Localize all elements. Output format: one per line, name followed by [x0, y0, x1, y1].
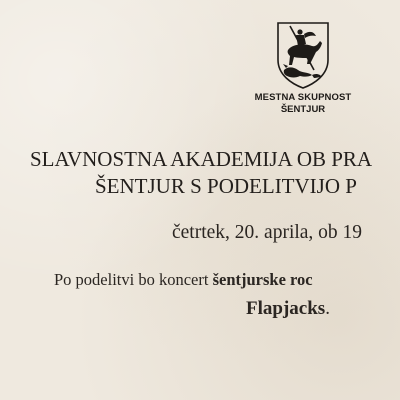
event-title-line-1: SLAVNOSTNA AKADEMIJA OB PRA: [30, 147, 373, 171]
logo-title: MESTNA SKUPNOST: [254, 92, 352, 103]
logo-subtitle: ŠENTJUR: [280, 104, 326, 115]
concert-highlight: šentjurske roc: [212, 270, 313, 289]
concert-prefix: Po podelitvi bo koncert: [54, 270, 213, 289]
st-george-dragon-crest-icon: [274, 20, 332, 90]
event-title: [30, 146, 400, 200]
event-date: četrtek, 20. aprila, ob 19: [172, 222, 363, 243]
band-line: [246, 298, 330, 320]
band-name: Flapjacks: [246, 298, 326, 319]
concert-line: [54, 270, 313, 290]
band-suffix: .: [325, 298, 330, 319]
logo: [250, 20, 356, 115]
event-title-line-2: ŠENTJUR S PODELITVIJO P: [95, 174, 357, 198]
